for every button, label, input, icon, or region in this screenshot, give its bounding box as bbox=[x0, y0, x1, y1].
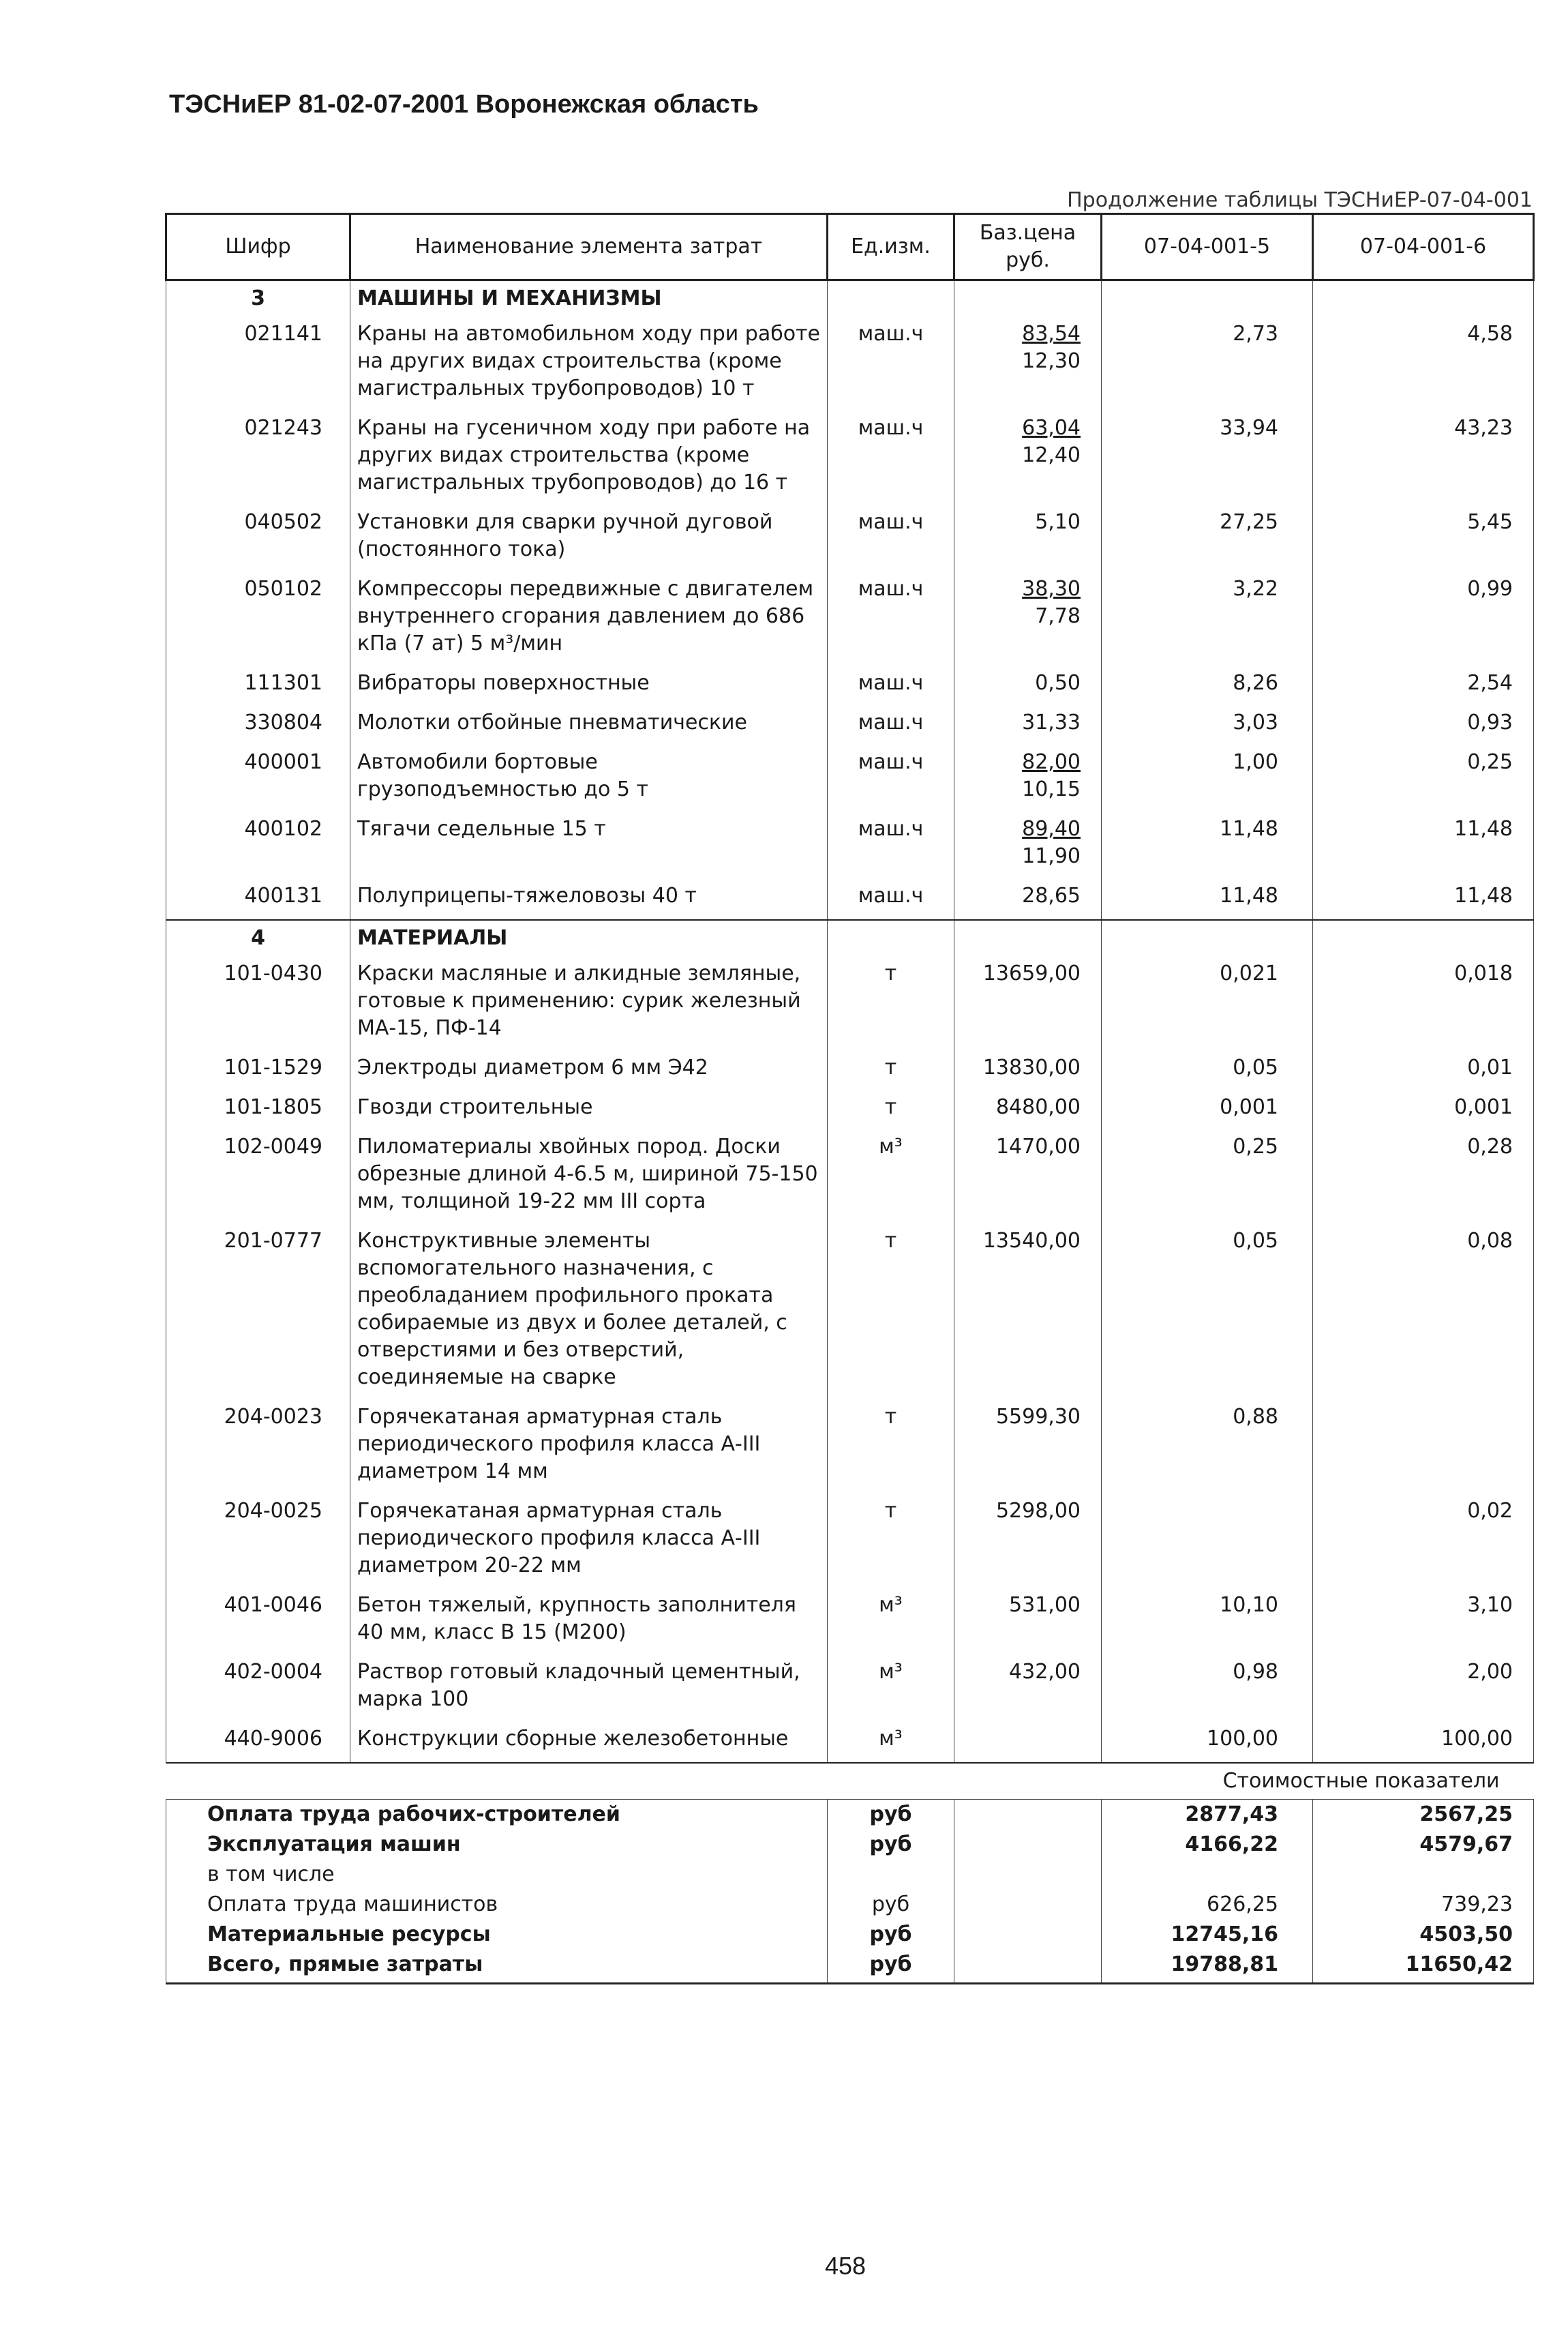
machines-section bbox=[166, 280, 1534, 921]
resource-unit: маш.ч bbox=[828, 880, 954, 920]
summary-label: Оплата труда рабочих-строителей bbox=[166, 1800, 828, 1830]
empty-cell bbox=[954, 1860, 1102, 1890]
norm-6-value: 0,018 bbox=[1313, 957, 1534, 1052]
resource-name: Раствор готовый кладочный цементный, марка 100 bbox=[350, 1656, 828, 1723]
summary-norm-5: 2877,43 bbox=[1102, 1800, 1313, 1830]
section-heading-row bbox=[166, 920, 1534, 957]
page-number: 458 bbox=[825, 2252, 866, 2280]
base-price: 38,30 bbox=[1022, 577, 1081, 601]
resource-unit: т bbox=[828, 1495, 954, 1589]
summary-norm-6: 4579,67 bbox=[1313, 1830, 1534, 1860]
empty-cell bbox=[954, 1800, 1102, 1830]
resource-name: Краны на автомобильном ходу при работе на других видах строительства (кроме магистральных трубопроводов) 10 т bbox=[350, 318, 828, 412]
resource-unit: т bbox=[828, 1091, 954, 1131]
summary-norm-6 bbox=[1313, 1860, 1534, 1890]
table-row bbox=[166, 1495, 1534, 1589]
table-row bbox=[166, 573, 1534, 667]
norm-5-value: 0,05 bbox=[1102, 1225, 1313, 1401]
section-title: МАШИНЫ И МЕХАНИЗМЫ bbox=[350, 280, 828, 318]
norm-6-value bbox=[1313, 1401, 1534, 1495]
norm-5-value: 11,48 bbox=[1102, 813, 1313, 880]
base-price-wages: 12,40 bbox=[1022, 443, 1081, 467]
summary-unit: руб bbox=[828, 1800, 954, 1830]
resource-code: 204-0025 bbox=[166, 1495, 350, 1589]
empty-cell bbox=[954, 1830, 1102, 1860]
resource-name: Конструктивные элементы вспомогательного назначения, с преобладанием профильного проката собираемые из двух и более деталей, с отверстиями и без отверстий, соединяемые на сварке bbox=[350, 1225, 828, 1401]
base-price-cell bbox=[954, 1656, 1102, 1723]
resource-code: 101-0430 bbox=[166, 957, 350, 1052]
norm-6-value: 0,25 bbox=[1313, 746, 1534, 813]
empty-cell bbox=[1313, 920, 1534, 957]
base-price: 8480,00 bbox=[995, 1095, 1081, 1119]
table-header bbox=[166, 214, 1534, 280]
table-row bbox=[166, 1052, 1534, 1091]
summary-norm-5: 4166,22 bbox=[1102, 1830, 1313, 1860]
empty-cell bbox=[954, 280, 1102, 318]
table-row bbox=[166, 1589, 1534, 1656]
table-row bbox=[166, 318, 1534, 412]
empty-cell bbox=[1313, 280, 1534, 318]
resource-unit: маш.ч bbox=[828, 506, 954, 573]
resource-name: Гвозди строительные bbox=[350, 1091, 828, 1131]
base-price-cell bbox=[954, 1495, 1102, 1589]
resource-code: 400102 bbox=[166, 813, 350, 880]
summary-unit: руб bbox=[828, 1890, 954, 1920]
resource-code: 204-0023 bbox=[166, 1401, 350, 1495]
base-price-cell bbox=[954, 1723, 1102, 1763]
summary-label: Оплата труда машинистов bbox=[166, 1890, 828, 1920]
empty-cell bbox=[954, 1950, 1102, 1984]
norm-6-value: 2,54 bbox=[1313, 667, 1534, 707]
col-header-norm-6: 07-04-001-6 bbox=[1313, 214, 1534, 280]
table-row bbox=[166, 746, 1534, 813]
empty-cell bbox=[1102, 280, 1313, 318]
summary-norm-6: 2567,25 bbox=[1313, 1800, 1534, 1830]
col-header-name: Наименование элемента затрат bbox=[350, 214, 828, 280]
resource-name: Компрессоры передвижные с двигателем внутреннего сгорания давлением до 686 кПа (7 ат) 5 м³/мин bbox=[350, 573, 828, 667]
table-row bbox=[166, 957, 1534, 1052]
base-price: 31,33 bbox=[1022, 711, 1081, 734]
table-row bbox=[166, 813, 1534, 880]
norm-5-value: 8,26 bbox=[1102, 667, 1313, 707]
base-price-cell bbox=[954, 506, 1102, 573]
section-title: МАТЕРИАЛЫ bbox=[350, 920, 828, 957]
empty-cell bbox=[828, 920, 954, 957]
summary-norm-5 bbox=[1102, 1860, 1313, 1890]
summary-norm-5: 19788,81 bbox=[1102, 1950, 1313, 1984]
resource-code: 111301 bbox=[166, 667, 350, 707]
resource-unit: т bbox=[828, 1225, 954, 1401]
base-price-cell bbox=[954, 1401, 1102, 1495]
norm-5-value: 11,48 bbox=[1102, 880, 1313, 920]
base-price-wages: 12,30 bbox=[1022, 349, 1081, 373]
resource-code: 040502 bbox=[166, 506, 350, 573]
base-price-cell bbox=[954, 573, 1102, 667]
norm-5-value: 0,25 bbox=[1102, 1131, 1313, 1225]
col-header-norm-5: 07-04-001-5 bbox=[1102, 214, 1313, 280]
empty-cell bbox=[954, 1920, 1102, 1950]
norm-6-value: 0,001 bbox=[1313, 1091, 1534, 1131]
base-price-wages: 7,78 bbox=[1035, 604, 1081, 628]
norm-5-value: 0,05 bbox=[1102, 1052, 1313, 1091]
norm-6-value: 11,48 bbox=[1313, 813, 1534, 880]
cost-indicators-heading: Стоимостные показатели bbox=[166, 1763, 1534, 1800]
table-row bbox=[166, 506, 1534, 573]
table-row bbox=[166, 880, 1534, 920]
norm-5-value: 100,00 bbox=[1102, 1723, 1313, 1763]
base-price: 89,40 bbox=[1022, 817, 1081, 841]
norm-5-value: 2,73 bbox=[1102, 318, 1313, 412]
resource-name: Краны на гусеничном ходу при работе на других видах строительства (кроме магистральных трубопроводов) до 16 т bbox=[350, 412, 828, 506]
summary-label: Эксплуатация машин bbox=[166, 1830, 828, 1860]
base-price-cell bbox=[954, 707, 1102, 746]
base-price-cell bbox=[954, 1131, 1102, 1225]
section-number: 4 bbox=[166, 920, 350, 957]
empty-cell bbox=[954, 920, 1102, 957]
summary-norm-5: 626,25 bbox=[1102, 1890, 1313, 1920]
base-price: 82,00 bbox=[1022, 750, 1081, 774]
empty-cell bbox=[954, 1890, 1102, 1920]
resource-code: 201-0777 bbox=[166, 1225, 350, 1401]
base-price-cell bbox=[954, 412, 1102, 506]
summary-row bbox=[166, 1890, 1534, 1920]
summary-row bbox=[166, 1920, 1534, 1950]
resource-unit: м³ bbox=[828, 1589, 954, 1656]
resource-unit: маш.ч bbox=[828, 813, 954, 880]
resource-name: Бетон тяжелый, крупность заполнителя 40 мм, класс В 15 (М200) bbox=[350, 1589, 828, 1656]
resource-name: Конструкции сборные железобетонные bbox=[350, 1723, 828, 1763]
resource-code: 402-0004 bbox=[166, 1656, 350, 1723]
norm-5-value: 3,22 bbox=[1102, 573, 1313, 667]
section-number: 3 bbox=[166, 280, 350, 318]
resource-unit: маш.ч bbox=[828, 667, 954, 707]
resource-code: 101-1529 bbox=[166, 1052, 350, 1091]
base-price-cell bbox=[954, 667, 1102, 707]
table-row bbox=[166, 1723, 1534, 1763]
resource-name: Полуприцепы-тяжеловозы 40 т bbox=[350, 880, 828, 920]
resource-code: 401-0046 bbox=[166, 1589, 350, 1656]
table-row bbox=[166, 707, 1534, 746]
norm-6-value: 43,23 bbox=[1313, 412, 1534, 506]
resource-code: 050102 bbox=[166, 573, 350, 667]
norm-6-value: 0,99 bbox=[1313, 573, 1534, 667]
norm-6-value: 0,01 bbox=[1313, 1052, 1534, 1091]
cost-heading-row bbox=[166, 1763, 1534, 1800]
base-price: 5599,30 bbox=[995, 1405, 1081, 1429]
resource-code: 330804 bbox=[166, 707, 350, 746]
table-row bbox=[166, 1225, 1534, 1401]
norm-5-value: 0,021 bbox=[1102, 957, 1313, 1052]
norm-6-value: 0,93 bbox=[1313, 707, 1534, 746]
norm-5-value: 33,94 bbox=[1102, 412, 1313, 506]
summary-norm-6: 11650,42 bbox=[1313, 1950, 1534, 1984]
resource-code: 021141 bbox=[166, 318, 350, 412]
base-price-cell bbox=[954, 880, 1102, 920]
resource-code: 400131 bbox=[166, 880, 350, 920]
base-price: 13830,00 bbox=[982, 1056, 1081, 1080]
col-header-code: Шифр bbox=[166, 214, 350, 280]
norm-5-value: 1,00 bbox=[1102, 746, 1313, 813]
resource-unit: м³ bbox=[828, 1723, 954, 1763]
resource-name: Пиломатериалы хвойных пород. Доски обрезные длиной 4-6.5 м, шириной 75-150 мм, толщиной 19-22 мм III сорта bbox=[350, 1131, 828, 1225]
norm-5-value: 27,25 bbox=[1102, 506, 1313, 573]
base-price-cell bbox=[954, 1589, 1102, 1656]
resource-unit: маш.ч bbox=[828, 412, 954, 506]
summary-unit: руб bbox=[828, 1920, 954, 1950]
section-heading-row bbox=[166, 280, 1534, 318]
base-price-cell bbox=[954, 813, 1102, 880]
base-price: 0,50 bbox=[1035, 671, 1081, 695]
norm-6-value: 0,02 bbox=[1313, 1495, 1534, 1589]
base-price-cell bbox=[954, 1052, 1102, 1091]
resource-name: Автомобили бортовые грузоподъемностью до 5 т bbox=[350, 746, 828, 813]
resource-name: Электроды диаметром 6 мм Э42 bbox=[350, 1052, 828, 1091]
table-row bbox=[166, 1131, 1534, 1225]
resource-name: Краски масляные и алкидные земляные, готовые к применению: сурик железный МА-15, ПФ-14 bbox=[350, 957, 828, 1052]
norm-6-value: 2,00 bbox=[1313, 1656, 1534, 1723]
resource-name: Тягачи седельные 15 т bbox=[350, 813, 828, 880]
base-price-wages: 11,90 bbox=[1022, 844, 1081, 868]
summary-row bbox=[166, 1950, 1534, 1984]
base-price: 1470,00 bbox=[995, 1135, 1081, 1159]
norm-6-value: 3,10 bbox=[1313, 1589, 1534, 1656]
norm-5-value: 10,10 bbox=[1102, 1589, 1313, 1656]
base-price: 13540,00 bbox=[982, 1229, 1081, 1253]
col-header-unit: Ед.изм. bbox=[828, 214, 954, 280]
resource-unit: т bbox=[828, 957, 954, 1052]
summary-row bbox=[166, 1800, 1534, 1830]
resource-unit: маш.ч bbox=[828, 573, 954, 667]
resource-code: 102-0049 bbox=[166, 1131, 350, 1225]
base-price-cell bbox=[954, 957, 1102, 1052]
table-row bbox=[166, 667, 1534, 707]
norm-6-value: 100,00 bbox=[1313, 1723, 1534, 1763]
resource-name: Горячекатаная арматурная сталь периодического профиля класса А-III диаметром 14 мм bbox=[350, 1401, 828, 1495]
summary-unit bbox=[828, 1860, 954, 1890]
table-row bbox=[166, 1091, 1534, 1131]
norm-6-value: 5,45 bbox=[1313, 506, 1534, 573]
norm-6-value: 4,58 bbox=[1313, 318, 1534, 412]
resource-code: 101-1805 bbox=[166, 1091, 350, 1131]
resource-unit: м³ bbox=[828, 1656, 954, 1723]
norm-5-value: 0,001 bbox=[1102, 1091, 1313, 1131]
base-price-cell bbox=[954, 318, 1102, 412]
norm-5-value: 0,98 bbox=[1102, 1656, 1313, 1723]
materials-section bbox=[166, 920, 1534, 1763]
base-price: 5298,00 bbox=[995, 1499, 1081, 1523]
norm-5-value bbox=[1102, 1495, 1313, 1589]
resource-unit: т bbox=[828, 1401, 954, 1495]
base-price: 28,65 bbox=[1022, 884, 1081, 908]
empty-cell bbox=[1102, 920, 1313, 957]
table-row bbox=[166, 412, 1534, 506]
norms-table bbox=[165, 213, 1535, 1984]
resource-unit: маш.ч bbox=[828, 318, 954, 412]
summary-norm-5: 12745,16 bbox=[1102, 1920, 1313, 1950]
norm-6-value: 11,48 bbox=[1313, 880, 1534, 920]
resource-code: 400001 bbox=[166, 746, 350, 813]
summary-unit: руб bbox=[828, 1950, 954, 1984]
base-price: 83,54 bbox=[1022, 322, 1081, 346]
summary-unit: руб bbox=[828, 1830, 954, 1860]
page-header-title: ТЭСНиЕР 81-02-07-2001 Воронежская область bbox=[169, 90, 759, 119]
cost-indicators-section bbox=[166, 1763, 1534, 1984]
table-row bbox=[166, 1656, 1534, 1723]
summary-norm-6: 4503,50 bbox=[1313, 1920, 1534, 1950]
resource-name: Горячекатаная арматурная сталь периодического профиля класса А-III диаметром 20-22 мм bbox=[350, 1495, 828, 1589]
base-price: 63,04 bbox=[1022, 416, 1081, 440]
resource-unit: м³ bbox=[828, 1131, 954, 1225]
resource-name: Установки для сварки ручной дуговой (постоянного тока) bbox=[350, 506, 828, 573]
summary-label: Всего, прямые затраты bbox=[166, 1950, 828, 1984]
resource-unit: маш.ч bbox=[828, 707, 954, 746]
base-price-wages: 10,15 bbox=[1022, 777, 1081, 801]
norm-5-value: 0,88 bbox=[1102, 1401, 1313, 1495]
base-price-cell bbox=[954, 1091, 1102, 1131]
resource-name: Вибраторы поверхностные bbox=[350, 667, 828, 707]
summary-label: в том числе bbox=[166, 1860, 828, 1890]
norm-6-value: 0,08 bbox=[1313, 1225, 1534, 1401]
resource-code: 021243 bbox=[166, 412, 350, 506]
base-price: 5,10 bbox=[1035, 510, 1081, 534]
summary-label: Материальные ресурсы bbox=[166, 1920, 828, 1950]
resource-unit: т bbox=[828, 1052, 954, 1091]
base-price: 432,00 bbox=[1009, 1660, 1081, 1684]
base-price-cell bbox=[954, 1225, 1102, 1401]
norm-5-value: 3,03 bbox=[1102, 707, 1313, 746]
col-header-base-price: Баз.цена руб. bbox=[954, 214, 1102, 280]
base-price: 531,00 bbox=[1009, 1593, 1081, 1617]
summary-norm-6: 739,23 bbox=[1313, 1890, 1534, 1920]
table-continuation-note: Продолжение таблицы ТЭСНиЕР-07-04-001 bbox=[1067, 188, 1533, 212]
summary-row bbox=[166, 1830, 1534, 1860]
resource-code: 440-9006 bbox=[166, 1723, 350, 1763]
base-price-cell bbox=[954, 746, 1102, 813]
norm-6-value: 0,28 bbox=[1313, 1131, 1534, 1225]
empty-cell bbox=[828, 280, 954, 318]
base-price: 13659,00 bbox=[982, 962, 1081, 985]
resource-unit: маш.ч bbox=[828, 746, 954, 813]
summary-row bbox=[166, 1860, 1534, 1890]
table-row bbox=[166, 1401, 1534, 1495]
resource-name: Молотки отбойные пневматические bbox=[350, 707, 828, 746]
